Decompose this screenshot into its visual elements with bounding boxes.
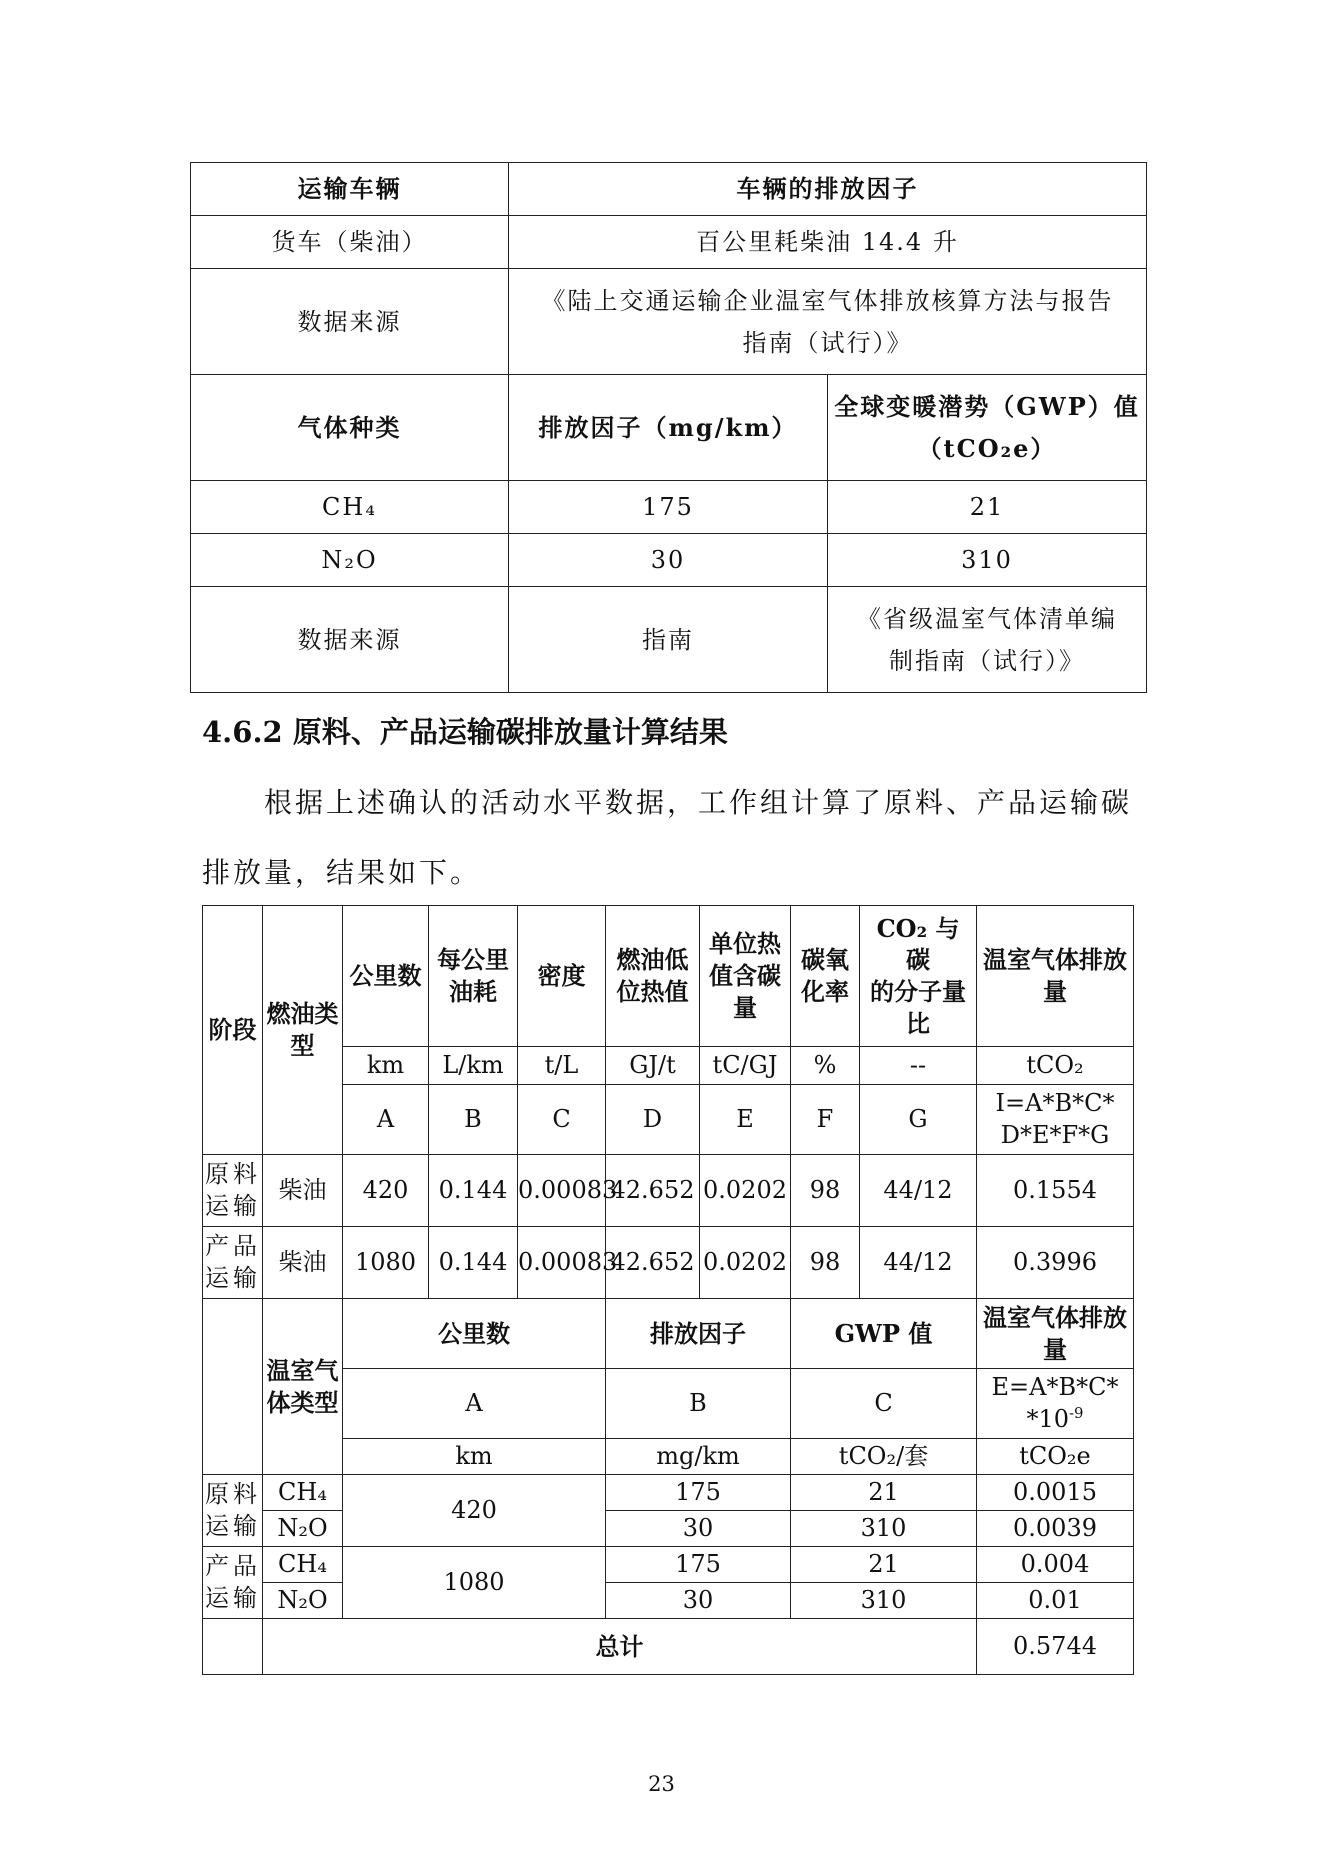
km-value: 1080 (343, 1547, 606, 1619)
letter-c: C (518, 1085, 606, 1155)
n2o-factor: 30 (509, 534, 828, 587)
gas-ch4: CH₄ (191, 481, 509, 534)
source2-right-line-2: 制指南（试行）》 (889, 646, 1085, 675)
factor-value: 30 (606, 1583, 791, 1619)
source-text-line-1: 《陆上交通运输企业温室气体排放核算方法与报告 (541, 286, 1114, 315)
header-consumption: 每公里油耗 (429, 906, 518, 1047)
unit2-tco2e: tCO₂e (977, 1439, 1134, 1475)
gwp-value: 21 (791, 1547, 977, 1583)
ghg-value: 0.3996 (977, 1227, 1134, 1299)
body-paragraph: 根据上述确认的活动水平数据，工作组计算了原料、产品运输碳排放量，结果如下。 (202, 786, 1133, 889)
unit-gjt: GJ/t (606, 1047, 700, 1085)
unit-dash: -- (860, 1047, 977, 1085)
ratio-value: 44/12 (860, 1227, 977, 1299)
ratio-value: 44/12 (860, 1155, 977, 1227)
km-value: 420 (343, 1155, 429, 1227)
truck-factor: 百公里耗柴油 14.4 升 (509, 216, 1147, 269)
gwp-value: 21 (791, 1475, 977, 1511)
ghg-value: 0.004 (977, 1547, 1134, 1583)
ghg-value: 0.0039 (977, 1511, 1134, 1547)
formula-e-line-2 (977, 1404, 1133, 1436)
source2-right-line-1: 《省级温室气体清单编 (857, 604, 1117, 633)
vehicle-emission-factor-table (190, 162, 1147, 693)
gas-name: N₂O (263, 1511, 343, 1547)
header-gas-type: 温室气体类型 (263, 1299, 343, 1475)
gas-n2o: N₂O (191, 534, 509, 587)
ncv-value: 42.652 (606, 1227, 700, 1299)
oxidation-value: 98 (791, 1227, 860, 1299)
ncv-value: 42.652 (606, 1155, 700, 1227)
truck-label: 货车（柴油） (191, 216, 509, 269)
factor-value: 175 (606, 1475, 791, 1511)
formula-e-line-1: E=A*B*C* (991, 1372, 1119, 1401)
letter-g: G (860, 1085, 977, 1155)
stage-label: 原料运输 (203, 1475, 263, 1547)
header-ratio-line-2: 碳 (906, 945, 930, 975)
formula-e (977, 1369, 1134, 1439)
gas-name: CH₄ (263, 1475, 343, 1511)
table-row (203, 1583, 1134, 1619)
carbon-value: 0.0202 (700, 1155, 791, 1227)
header-ratio (860, 906, 977, 1047)
ghg-value: 0.01 (977, 1583, 1134, 1619)
fuel-type: 柴油 (263, 1155, 343, 1227)
factor-value: 30 (606, 1511, 791, 1547)
total-value: 0.5744 (977, 1619, 1134, 1675)
oxidation-value: 98 (791, 1155, 860, 1227)
unit-km: km (343, 1047, 429, 1085)
letter2-a: A (343, 1369, 606, 1439)
table-row (203, 1155, 1134, 1227)
header-ratio-line-3: 的分子量比 (870, 977, 966, 1038)
page-number: 23 (648, 1772, 675, 1796)
letter2-b: B (606, 1369, 791, 1439)
density-value: 0.00083 (518, 1227, 606, 1299)
consumption-value: 0.144 (429, 1227, 518, 1299)
factor-value: 175 (606, 1547, 791, 1583)
transport-emission-calc-table (202, 905, 1134, 1675)
header2-ghg: 温室气体排放量 (977, 1299, 1134, 1369)
stage-label: 原料运输 (203, 1155, 263, 1227)
letter2-c: C (791, 1369, 977, 1439)
header-fuel-type: 燃油类型 (263, 906, 343, 1155)
unit-pct: % (791, 1047, 860, 1085)
source-text (509, 269, 1147, 375)
formula-e-exponent: -9 (1069, 1403, 1084, 1422)
stage-label: 产品运输 (203, 1227, 263, 1299)
source2-label: 数据来源 (191, 587, 509, 693)
unit-lkm: L/km (429, 1047, 518, 1085)
gas-name: N₂O (263, 1583, 343, 1619)
formula-e-base: *10 (1026, 1404, 1070, 1433)
table-row (203, 1511, 1134, 1547)
ghg-value: 0.1554 (977, 1155, 1134, 1227)
header-ratio-line-1: CO₂ 与 (876, 913, 960, 943)
ghg-value: 0.0015 (977, 1475, 1134, 1511)
header2-factor: 排放因子 (606, 1299, 791, 1369)
unit2-mgkm: mg/km (606, 1439, 791, 1475)
section-heading: 4.6.2 原料、产品运输碳排放量计算结果 (202, 715, 728, 749)
letter-b: B (429, 1085, 518, 1155)
gwp-value: 310 (791, 1511, 977, 1547)
total-label: 总计 (263, 1619, 977, 1675)
source2-mid: 指南 (509, 587, 828, 693)
source-label: 数据来源 (191, 269, 509, 375)
formula-i (977, 1085, 1134, 1155)
source2-right (828, 587, 1147, 693)
header2-gwp: GWP 值 (791, 1299, 977, 1369)
n2o-gwp: 310 (828, 534, 1147, 587)
empty-stage-cell (203, 1299, 263, 1475)
unit2-tco2set: tCO₂/套 (791, 1439, 977, 1475)
header-vehicle: 运输车辆 (191, 163, 509, 216)
header-factor-unit: 排放因子（mg/km） (509, 375, 828, 481)
letter-a: A (343, 1085, 429, 1155)
ch4-gwp: 21 (828, 481, 1147, 534)
ch4-factor: 175 (509, 481, 828, 534)
unit-tl: t/L (518, 1047, 606, 1085)
formula-i-line-1: I=A*B*C* (995, 1088, 1115, 1117)
formula-i-line-2: D*E*F*G (1000, 1120, 1110, 1149)
header-density: 密度 (518, 906, 606, 1047)
letter-d: D (606, 1085, 700, 1155)
density-value: 0.00083 (518, 1155, 606, 1227)
header-emission-factor: 车辆的排放因子 (509, 163, 1147, 216)
header-carbon-content: 单位热值含碳量 (700, 906, 791, 1047)
header-km: 公里数 (343, 906, 429, 1047)
unit-tcgj: tC/GJ (700, 1047, 791, 1085)
header-ncv: 燃油低位热值 (606, 906, 700, 1047)
header-gas-type: 气体种类 (191, 375, 509, 481)
header-stage: 阶段 (203, 906, 263, 1155)
gwp-value: 310 (791, 1583, 977, 1619)
letter-f: F (791, 1085, 860, 1155)
table-row (203, 1475, 1134, 1511)
header-ghg: 温室气体排放量 (977, 906, 1134, 1047)
header-oxidation: 碳氧化率 (791, 906, 860, 1047)
table-row (203, 1547, 1134, 1583)
header-gwp-line-2: （tCO₂e） (917, 433, 1057, 463)
consumption-value: 0.144 (429, 1155, 518, 1227)
stage-label: 产品运输 (203, 1547, 263, 1619)
fuel-type: 柴油 (263, 1227, 343, 1299)
unit2-km: km (343, 1439, 606, 1475)
letter-e: E (700, 1085, 791, 1155)
carbon-value: 0.0202 (700, 1227, 791, 1299)
header2-km: 公里数 (343, 1299, 606, 1369)
total-row (203, 1619, 1134, 1675)
header-gwp (828, 375, 1147, 481)
source-text-line-2: 指南（试行）》 (742, 328, 913, 357)
km-value: 1080 (343, 1227, 429, 1299)
empty-total-cell (203, 1619, 263, 1675)
km-value: 420 (343, 1475, 606, 1547)
header-gwp-line-1: 全球变暖潜势（GWP）值 (834, 391, 1140, 421)
unit-tco2: tCO₂ (977, 1047, 1134, 1085)
gas-name: CH₄ (263, 1547, 343, 1583)
table-row (203, 1227, 1134, 1299)
